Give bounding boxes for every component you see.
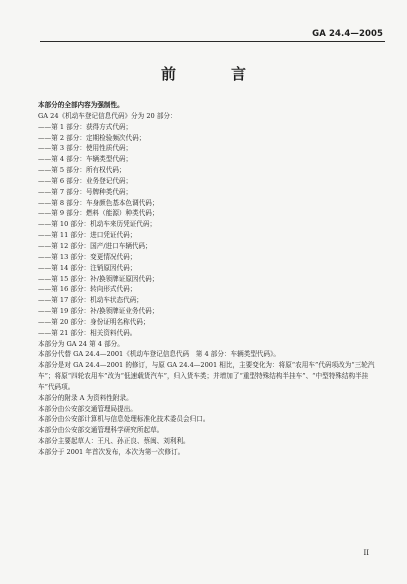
foreword-body: [38, 100, 383, 458]
list-item: ——第 10 部分：机动车来历凭证代码；: [38, 220, 157, 229]
standard-code: GA 24.4—2005: [312, 29, 383, 39]
drafter-statement: 本部分由公安部交通管理科学研究所起草。: [38, 426, 164, 435]
list-item: ——第 6 部分：业务登记代码；: [38, 176, 133, 185]
replacement-statement: 本部分代替 GA 24.4—2001《机动车登记信息代码 第 4 部分：车辆类型代码》。: [38, 350, 280, 359]
list-item: ——第 17 部分：机动车状态代码；: [38, 296, 143, 305]
page-title: 前 言: [160, 65, 266, 83]
list-item: ——第 8 部分：车身颜色基本色调代码；: [38, 198, 159, 207]
list-item: ——第 1 部分：获得方式代码；: [38, 122, 133, 131]
header-rule: [40, 41, 385, 42]
list-item: ——第 2 部分：定期检验频次代码；: [38, 133, 146, 142]
list-item: ——第 14 部分：注销原因代码；: [38, 263, 137, 272]
list-item: ——第 21 部分：相关资料代码。: [38, 328, 137, 337]
list-item: ——第 4 部分：车辆类型代码；: [38, 155, 133, 164]
appendix-statement: 本部分的附录 A 为资料性附录。: [38, 393, 133, 402]
committee-statement: 本部分由公安部计算机与信息处理标准化技术委员会归口。: [38, 415, 210, 424]
mandatory-statement: 本部分的全部内容为强制性。: [38, 101, 124, 109]
list-item: ——第 15 部分：补/换领牌证原因代码；: [38, 274, 159, 283]
list-item: ——第 12 部分：国产/进口车辆代码；: [38, 241, 152, 250]
proposer-statement: 本部分由公安部交通管理局提出。: [38, 404, 137, 413]
release-statement: 本部分于 2001 年首次发布，本次为第一次修订。: [38, 448, 185, 456]
list-item: ——第 7 部分：号牌种类代码；: [38, 187, 133, 196]
drafters-list: 本部分主要起草人：王凡、孙正良、蔡闽、刘利利。: [38, 437, 190, 446]
list-item: ——第 5 部分：所有权代码；: [38, 166, 126, 175]
list-item: ——第 16 部分：转向形式代码；: [38, 285, 137, 294]
list-item: ——第 9 部分：燃料（能源）种类代码；: [38, 209, 159, 218]
page-number: II: [363, 549, 369, 557]
part-statement: 本部分为 GA 24 第 4 部分。: [38, 339, 124, 348]
list-item: ——第 11 部分：进口凭证代码；: [38, 231, 137, 240]
parts-list: [38, 122, 383, 339]
intro-paragraph: GA 24《机动车登记信息代码》分为 20 部分：: [38, 111, 177, 120]
list-item: ——第 13 部分：变更情况代码；: [38, 252, 137, 261]
revision-statement: 本部分是对 GA 24.4—2001 的修订，与原 GA 24.4—2001 相比，主要变化为：将原“农用车”代码项改为“三轮汽车”；将原“四轮农用车”改为“低速载货汽车”，归入货车类；并增加了“重型特殊结构半挂车”、“中型特殊结构半挂车”代码项。: [38, 361, 375, 391]
list-item: ——第 19 部分：补/换领牌证业务代码；: [38, 307, 159, 316]
list-item: ——第 3 部分：使用性质代码；: [38, 144, 133, 153]
list-item: ——第 20 部分：身份证明名称代码；: [38, 317, 150, 326]
